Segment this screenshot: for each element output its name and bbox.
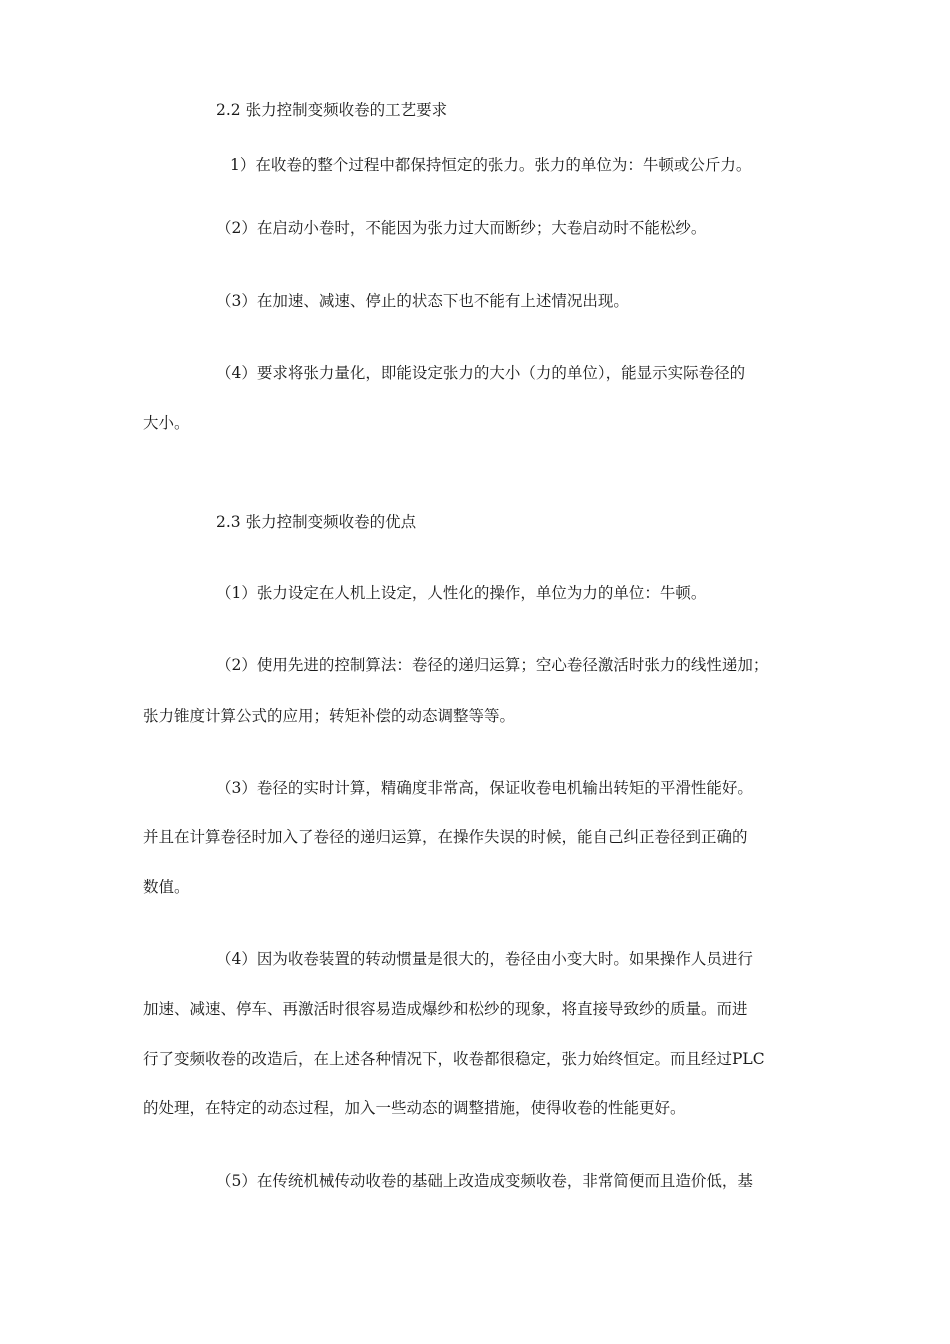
paragraph-line: 1）在收卷的整个过程中都保持恒定的张力。张力的单位为：牛顿或公斤力。 <box>230 156 752 174</box>
paragraph-line: 并且在计算卷径时加入了卷径的递归运算，在操作失误的时候，能自己纠正卷径到正确的 <box>143 828 748 846</box>
paragraph-line: 大小。 <box>143 414 190 432</box>
paragraph-line: （2）使用先进的控制算法：卷径的递归运算；空心卷径激活时张力的线性递加； <box>216 656 769 674</box>
paragraph-line: （5）在传统机械传动收卷的基础上改造成变频收卷，非常简便而且造价低，基 <box>216 1172 753 1190</box>
paragraph-line: （1）张力设定在人机上设定，人性化的操作，单位为力的单位：牛顿。 <box>216 584 707 602</box>
paragraph-line: （2）在启动小卷时，不能因为张力过大而断纱；大卷启动时不能松纱。 <box>216 219 707 237</box>
paragraph-line: （3）在加速、减速、停止的状态下也不能有上述情况出现。 <box>216 292 629 310</box>
paragraph-line: 加速、减速、停车、再激活时很容易造成爆纱和松纱的现象，将直接导致纱的质量。而进 <box>143 1000 748 1018</box>
section-heading: 2.3 张力控制变频收卷的优点 <box>216 513 417 531</box>
paragraph-line: （4）因为收卷装置的转动惯量是很大的，卷径由小变大时。如果操作人员进行 <box>216 950 753 968</box>
section-heading: 2.2 张力控制变频收卷的工艺要求 <box>216 101 448 119</box>
paragraph-line: 数值。 <box>143 878 190 896</box>
paragraph-line: 行了变频收卷的改造后，在上述各种情况下，收卷都很稳定，张力始终恒定。而且经过PLC <box>143 1050 765 1068</box>
paragraph-line: 的处理，在特定的动态过程，加入一些动态的调整措施，使得收卷的性能更好。 <box>143 1099 686 1117</box>
paragraph-line: （3）卷径的实时计算，精确度非常高，保证收卷电机输出转矩的平滑性能好。 <box>216 779 753 797</box>
paragraph-line: （4）要求将张力量化，即能设定张力的大小（力的单位），能显示实际卷径的 <box>216 364 746 382</box>
paragraph-line: 张力锥度计算公式的应用；转矩补偿的动态调整等等。 <box>143 707 516 725</box>
